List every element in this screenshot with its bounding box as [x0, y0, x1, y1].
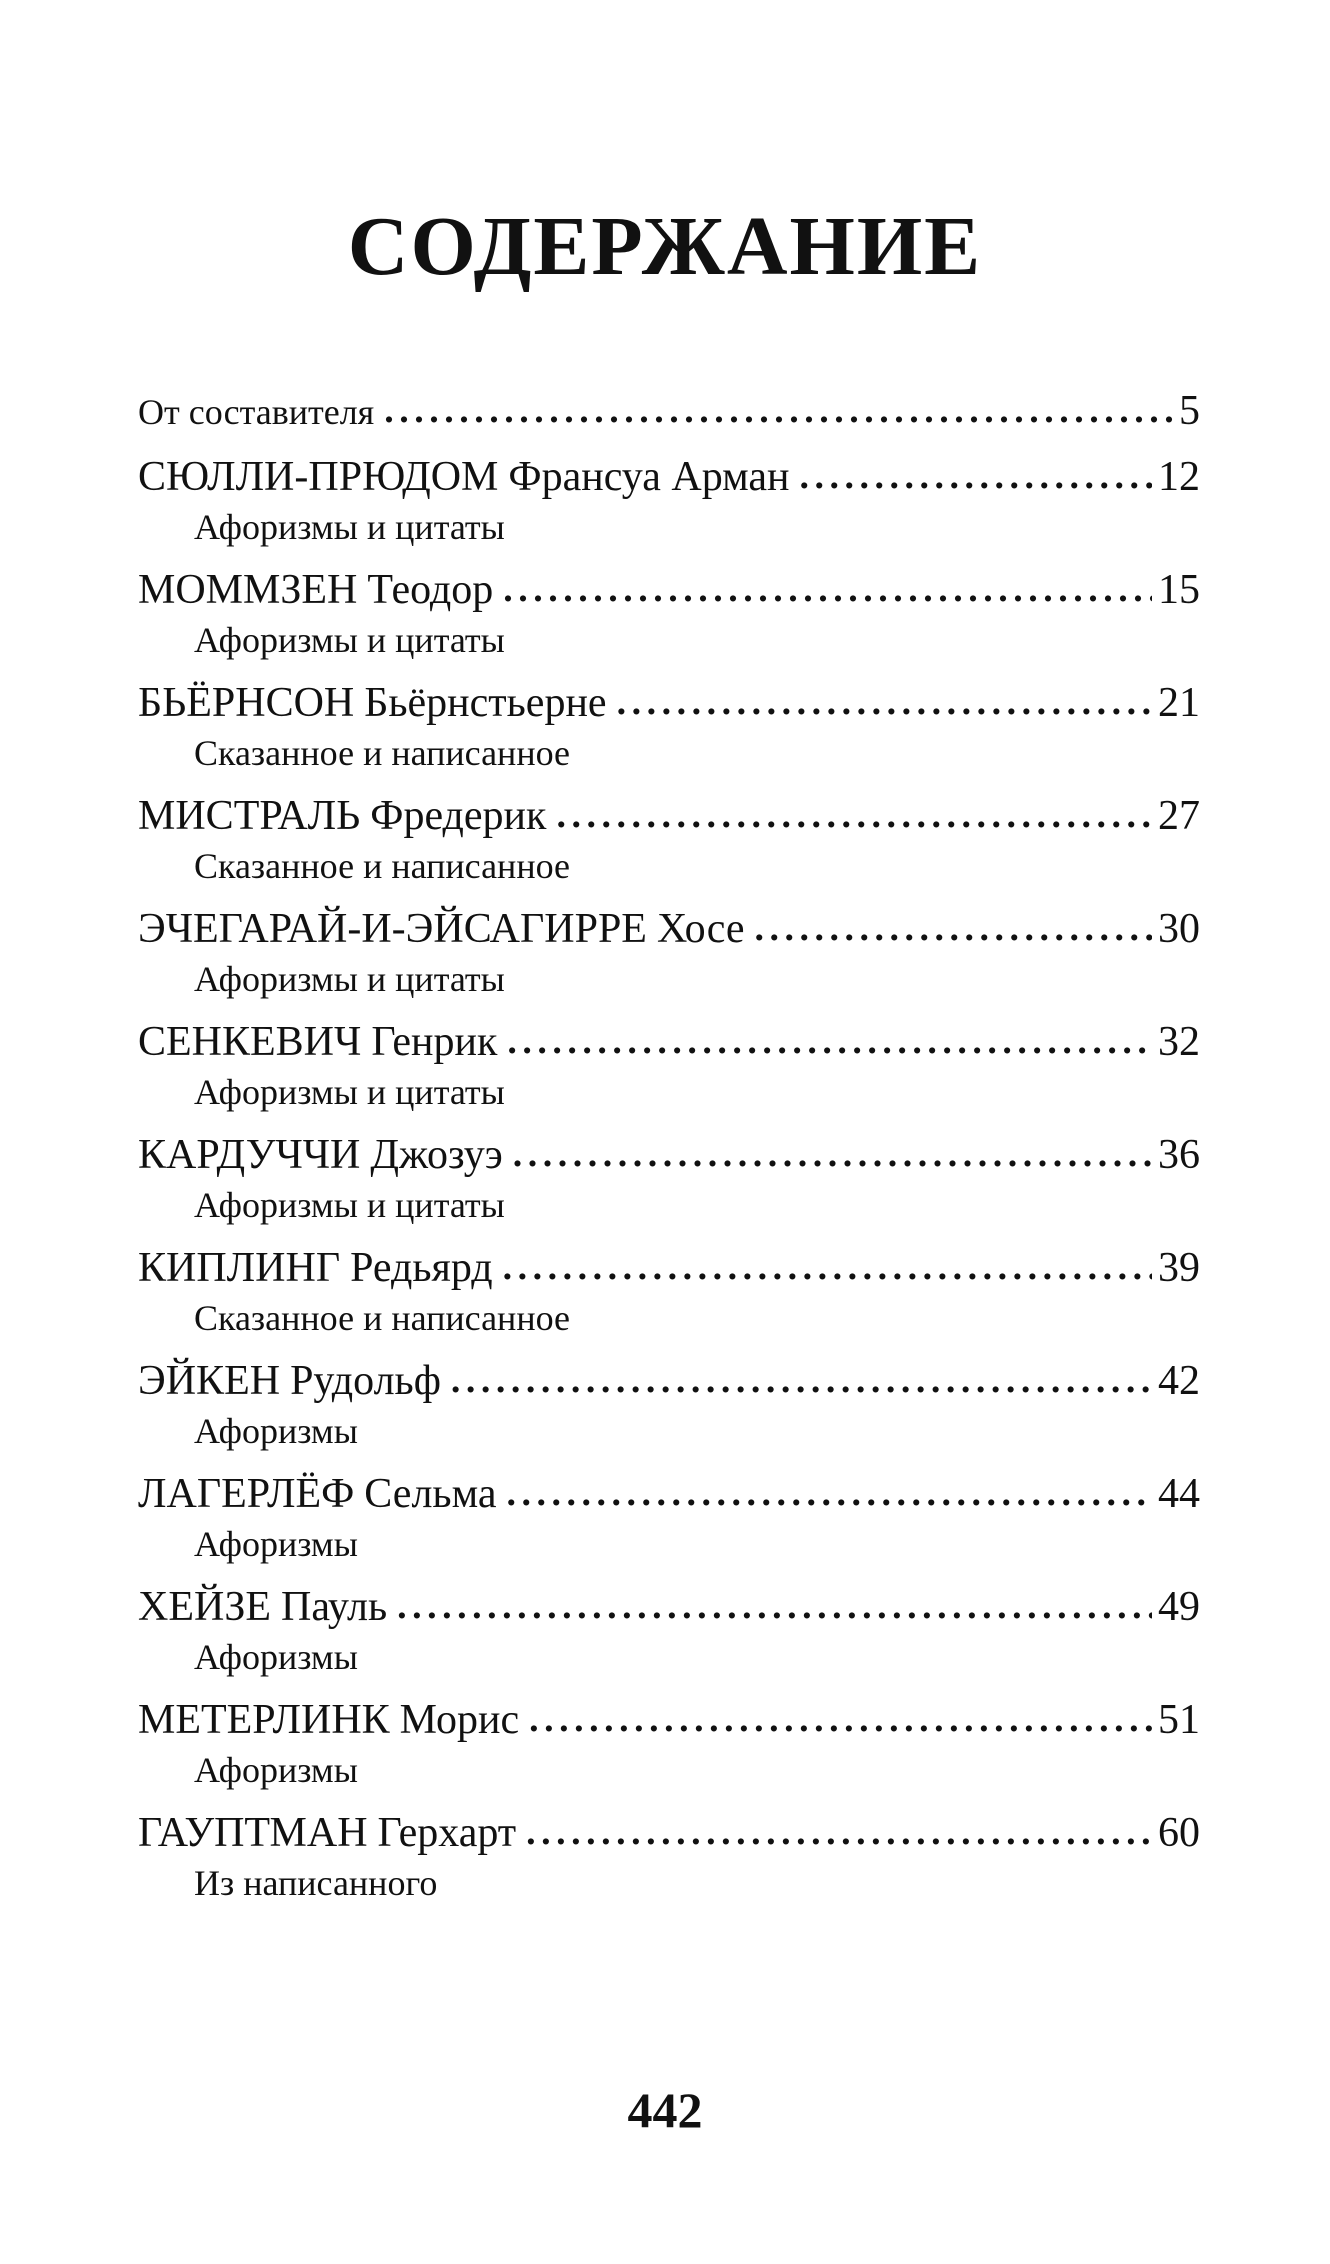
- author-name: Теодор: [367, 567, 494, 613]
- toc-entry: [138, 789, 1200, 889]
- author-surname: МЕТЕРЛИНК: [138, 1697, 390, 1743]
- author-name: Пауль: [281, 1584, 388, 1630]
- author-surname: ЛАГЕРЛЁФ: [138, 1471, 355, 1517]
- toc-line: [138, 1241, 1200, 1295]
- table-of-contents: [138, 384, 1200, 1906]
- section-subtitle: Афоризмы и цитаты: [194, 620, 505, 660]
- author-surname: ЭЙКЕН: [138, 1358, 281, 1404]
- toc-line: [138, 1015, 1200, 1069]
- toc-entry: [138, 1354, 1200, 1454]
- page-number: 32: [1158, 1019, 1200, 1065]
- author-name: Генрик: [371, 1019, 498, 1065]
- toc-line: [138, 384, 1200, 438]
- author-name: Джозуэ: [370, 1132, 503, 1178]
- dot-leader: [451, 1352, 1152, 1407]
- page-number: 5: [1179, 388, 1200, 434]
- page-number: 36: [1158, 1132, 1200, 1178]
- section-subtitle: Из написанного: [194, 1863, 438, 1903]
- author-name: Морис: [399, 1697, 520, 1743]
- author-name: Бьёрнстьерне: [364, 680, 607, 726]
- author-name: Редьярд: [350, 1245, 493, 1291]
- toc-line: [138, 1806, 1200, 1860]
- toc-line: [138, 789, 1200, 843]
- toc-entry: [138, 676, 1200, 776]
- section-subtitle: Афоризмы и цитаты: [194, 959, 505, 999]
- dot-leader: [529, 1691, 1152, 1746]
- toc-line: [138, 676, 1200, 730]
- dot-leader: [755, 900, 1153, 955]
- author-surname: МИСТРАЛЬ: [138, 793, 361, 839]
- page-folio-number: 442: [627, 2082, 703, 2138]
- author-surname: ЭЧЕГАРАЙ-И-ЭЙСАГИРРЕ: [138, 906, 647, 952]
- toc-entry: [138, 902, 1200, 1002]
- toc-line: [138, 1128, 1200, 1182]
- page-number: 30: [1158, 906, 1200, 952]
- page-number: 60: [1158, 1810, 1200, 1856]
- toc-entry: [138, 1693, 1200, 1793]
- author-name: Франсуа Арман: [508, 454, 790, 500]
- toc-line: [138, 1354, 1200, 1408]
- section-subtitle: Сказанное и написанное: [194, 733, 570, 773]
- toc-entry-preface: [138, 384, 1200, 438]
- page-number: 27: [1158, 793, 1200, 839]
- toc-line: [138, 902, 1200, 956]
- author-name: Сельма: [364, 1471, 497, 1517]
- toc-line: [138, 563, 1200, 617]
- toc-entry: [138, 563, 1200, 663]
- dot-leader: [384, 382, 1173, 437]
- section-subtitle: Афоризмы: [194, 1524, 358, 1564]
- author-surname: МОММЗЕН: [138, 567, 358, 613]
- dot-leader: [503, 561, 1152, 616]
- toc-entry: [138, 1241, 1200, 1341]
- dot-leader: [556, 787, 1152, 842]
- page-number: 39: [1158, 1245, 1200, 1291]
- toc-line: [138, 450, 1200, 504]
- toc-line: [138, 1467, 1200, 1521]
- page-number: 42: [1158, 1358, 1200, 1404]
- section-subtitle: Сказанное и написанное: [194, 1298, 570, 1338]
- toc-entry: [138, 1580, 1200, 1680]
- author-surname: БЬЁРНСОН: [138, 680, 355, 726]
- section-subtitle: Афоризмы и цитаты: [194, 507, 505, 547]
- author-name: Фредерик: [370, 793, 547, 839]
- toc-entry: [138, 1015, 1200, 1115]
- section-subtitle: Афоризмы и цитаты: [194, 1185, 505, 1225]
- section-subtitle: Афоризмы: [194, 1411, 358, 1451]
- section-subtitle: Сказанное и написанное: [194, 846, 570, 886]
- page-number: 15: [1158, 567, 1200, 613]
- dot-leader: [503, 1239, 1152, 1294]
- author-surname: КИПЛИНГ: [138, 1245, 341, 1291]
- author-surname: ХЕЙЗЕ: [138, 1584, 272, 1630]
- toc-entry: [138, 450, 1200, 550]
- section-subtitle: Афоризмы: [194, 1637, 358, 1677]
- page-number: 49: [1158, 1584, 1200, 1630]
- toc-line: [138, 1580, 1200, 1634]
- section-subtitle: Афоризмы и цитаты: [194, 1072, 505, 1112]
- dot-leader: [397, 1578, 1152, 1633]
- dot-leader: [513, 1126, 1152, 1181]
- section-subtitle: Афоризмы: [194, 1750, 358, 1790]
- author-name: Рудольф: [290, 1358, 441, 1404]
- author-name: Хосе: [656, 906, 745, 952]
- dot-leader: [507, 1013, 1152, 1068]
- dot-leader: [800, 448, 1153, 503]
- page-number: 21: [1158, 680, 1200, 726]
- toc-entry: [138, 1467, 1200, 1567]
- author-surname: СЕНКЕВИЧ: [138, 1019, 362, 1065]
- page-title: СОДЕРЖАНИЕ: [347, 200, 983, 293]
- toc-title: От составителя: [138, 392, 375, 432]
- author-surname: КАРДУЧЧИ: [138, 1132, 361, 1178]
- toc-line: [138, 1693, 1200, 1747]
- author-surname: СЮЛЛИ-ПРЮДОМ: [138, 454, 499, 500]
- page-number: 12: [1158, 454, 1200, 500]
- toc-entry: [138, 1806, 1200, 1906]
- author-surname: ГАУПТМАН: [138, 1810, 368, 1856]
- dot-leader: [526, 1804, 1152, 1859]
- toc-entry: [138, 1128, 1200, 1228]
- page-number: 44: [1158, 1471, 1200, 1517]
- page-number: 51: [1158, 1697, 1200, 1743]
- author-name: Герхарт: [377, 1810, 517, 1856]
- dot-leader: [617, 674, 1152, 729]
- dot-leader: [507, 1465, 1153, 1520]
